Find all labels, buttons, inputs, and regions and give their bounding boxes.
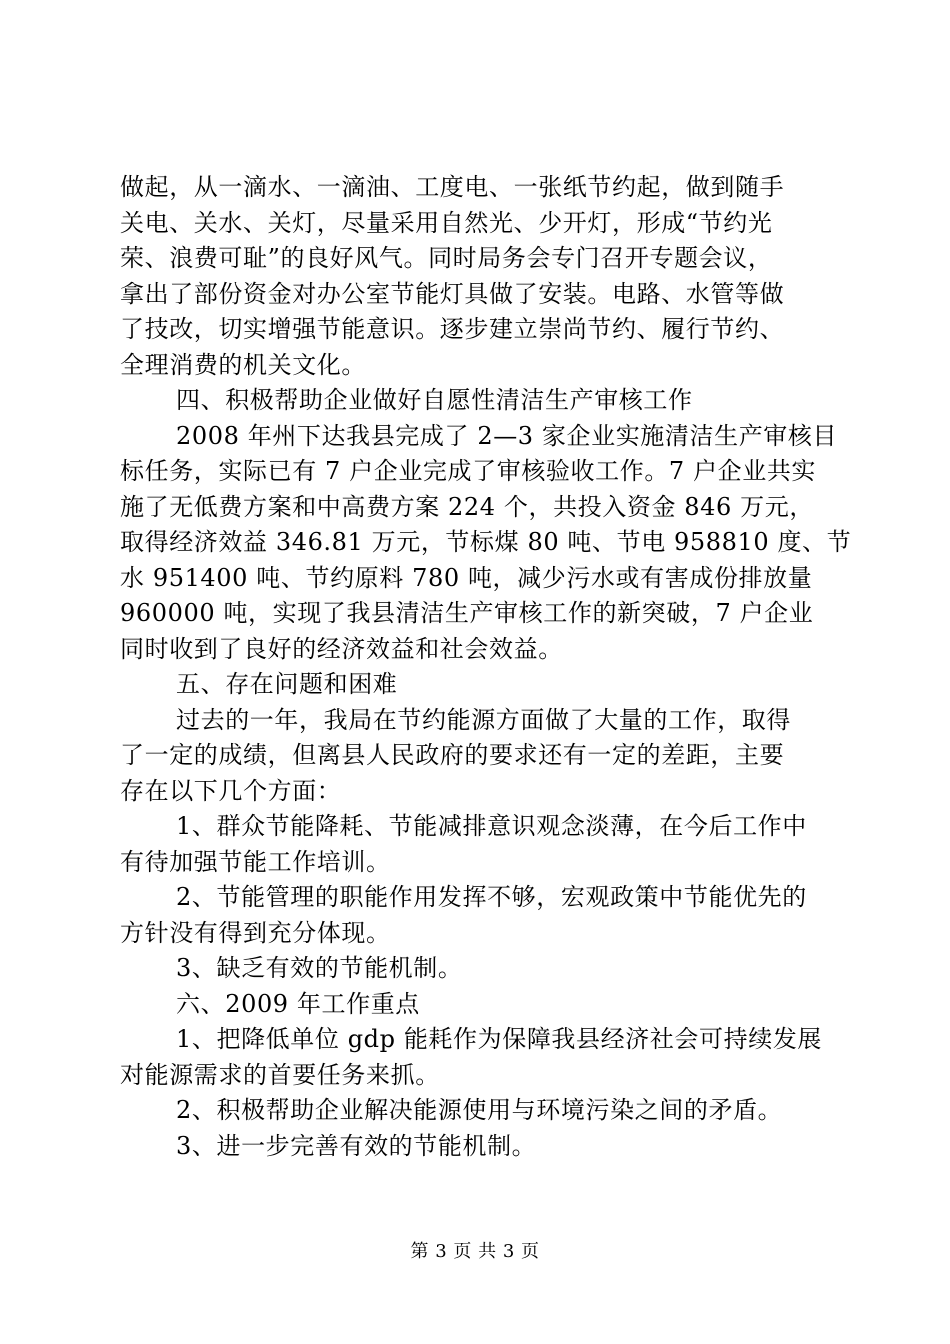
list-item: 3、进一步完善有效的节能机制。	[176, 1131, 537, 1160]
section-heading: 五、存在问题和困难	[176, 670, 398, 698]
text-line: 过去的一年，我局在节约能源方面做了大量的工作，取得	[176, 705, 791, 734]
list-item: 1、把降低单位 gdp 能耗作为保障我县经济社会可持续发展	[176, 1025, 823, 1053]
page-number-footer: 第 3 页 共 3 页	[410, 1241, 540, 1262]
section-heading: 六、2009 年工作重点	[176, 989, 420, 1018]
text-line: 2008 年州下达我县完成了 2—3 家企业实施清洁生产审核目	[176, 421, 838, 450]
text-line: 关电、关水、关灯，尽量采用自然光、少开灯，形成“节约光	[120, 208, 773, 237]
text-line: 标任务，实际已有 7 户企业完成了审核验收工作。7 户企业共实	[120, 457, 817, 485]
text-line: 荣、浪费可耻”的良好风气。同时局务会专门召开专题会议，	[120, 244, 773, 272]
text-line: 方针没有得到充分体现。	[120, 918, 391, 947]
text-line: 存在以下几个方面：	[120, 776, 342, 805]
text-line: 做起，从一滴水、一滴油、工度电、一张纸节约起，做到随手	[120, 173, 785, 201]
text-line: 水 951400 吨、节约原料 780 吨，减少污水或有害成份排放量	[120, 563, 813, 592]
list-item: 3、缺乏有效的节能机制。	[176, 954, 463, 982]
text-line: 对能源需求的首要任务来抓。	[120, 1060, 440, 1089]
text-line: 同时收到了良好的经济效益和社会效益。	[120, 634, 563, 663]
text-line: 拿出了部份资金对办公室节能灯具做了安装。电路、水管等做	[120, 279, 785, 308]
text-line: 全理消费的机关文化。	[120, 350, 366, 379]
list-item: 2、节能管理的职能作用发挥不够，宏观政策中节能优先的	[176, 883, 807, 911]
text-line: 有待加强节能工作培训。	[120, 847, 391, 876]
document-body	[120, 170, 852, 1164]
section-heading: 四、积极帮助企业做好自愿性清洁生产审核工作	[176, 386, 693, 414]
text-line: 了一定的成绩，但离县人民政府的要求还有一定的差距，主要	[120, 741, 785, 769]
text-line: 施了无低费方案和中高费方案 224 个，共投入资金 846 万元，	[120, 492, 814, 521]
list-item: 2、积极帮助企业解决能源使用与环境污染之间的矛盾。	[176, 1096, 783, 1124]
list-item: 1、群众节能降耗、节能减排意识观念淡薄，在今后工作中	[176, 812, 807, 840]
text-line: 取得经济效益 346.81 万元，节标煤 80 吨、节电 958810 度、节	[120, 528, 852, 556]
text-line: 960000 吨，实现了我县清洁生产审核工作的新突破，7 户企业	[120, 599, 814, 627]
text-line: 了技改，切实增强节能意识。逐步建立崇尚节约、履行节约、	[120, 315, 785, 343]
